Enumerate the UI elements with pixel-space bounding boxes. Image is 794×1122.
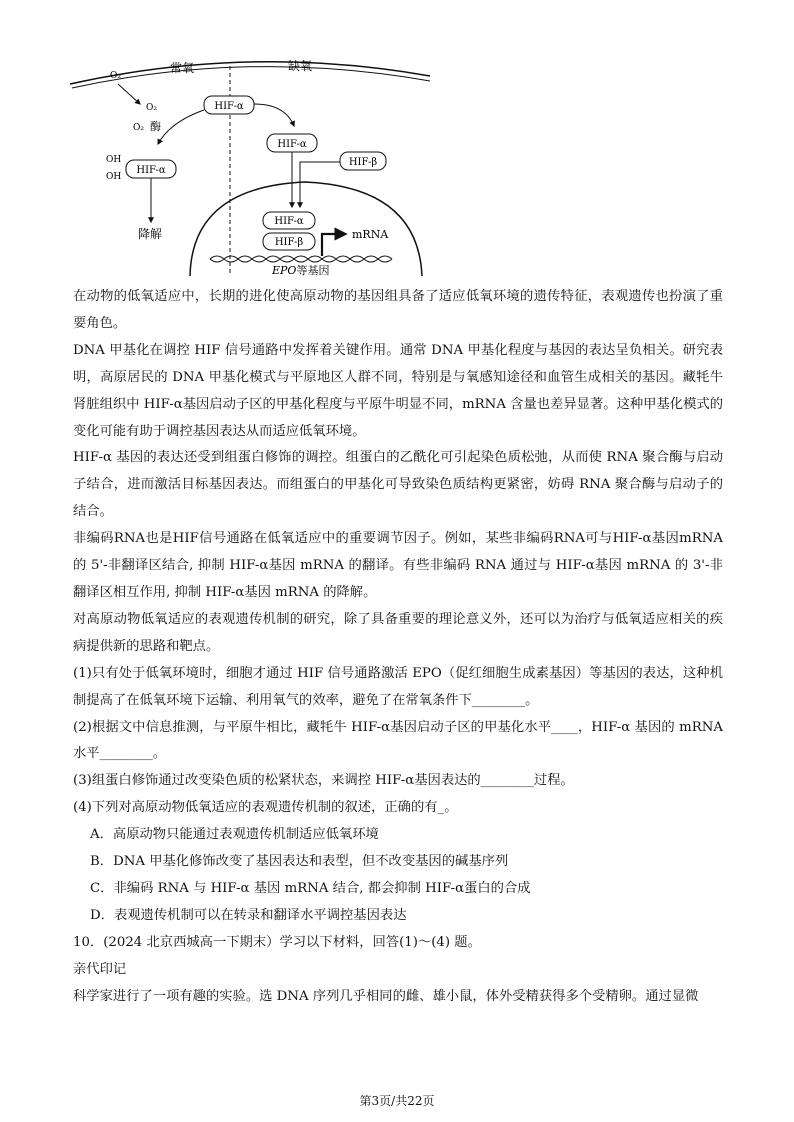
mrna-label: mRNA (352, 228, 389, 241)
o2-label-a: O₂ (110, 71, 121, 81)
paragraph-noncoding-rna: 非编码RNA也是HIF信号通路在低氧适应中的重要调节因子。例如，某些非编码RNA可与HIF-α基因mRNA的 5'-非翻译区结合, 抑制 HIF-α基因 mRNA 的翻译。有些非编码 RNA 通过与 HIF-α基因 mRNA 的 3'-非翻译区相互作用, 抑制 HIF-α基因 mRNA 的降解。 (73, 531, 723, 600)
oh-label-1: OH (106, 155, 122, 165)
hif-beta-right-label: HIF-β (348, 157, 378, 168)
hif-beta-nucleus-label: HIF-β (274, 237, 304, 248)
paragraph-histone: HIF-α 基因的表达还受到组蛋白修饰的调控。组蛋白的乙酰化可引起染色质松弛，从而使 RNA 聚合酶与启动子结合，进而激活目标基因表达。而组蛋白的甲基化可导致染色质结构更紧密，妨碍 RNA 聚合酶与启动子的结合。 (73, 450, 723, 520)
o2-arrow (118, 84, 140, 104)
next-question-header: 10．(2024 北京西城高一下期末）学习以下材料，回答(1)～(4) 题。 (73, 934, 481, 950)
hif-alpha-right-label: HIF-α (277, 139, 307, 150)
paragraph-dna-methylation: DNA 甲基化在调控 HIF 信号通路中发挥着关键作用。通常 DNA 甲基化程度与基因的表达呈负相关。研究表明，高原居民的 DNA 甲基化模式与平原地区人群不同，特别是与氧感知途径和血管生成相关的基因。藏牦牛肾脏组织中 HIF-α基因启动子区的甲基化程度与平原牛明显不同，mRNA 含量也差异显著。这种甲基化模式的变化可能有助于调控基因表达从而适应低氧环境。 (73, 342, 723, 439)
page-footer: 第3页/共22页 (359, 1094, 435, 1108)
enzyme-arrow (158, 110, 204, 144)
option-d: D．表观遗传机制可以在转录和翻译水平调控基因表达 (90, 907, 407, 923)
question-1: (1)只有处于低氧环境时，细胞才通过 HIF 信号通路激活 EPO（促红细胞生成素基因）等基因的表达，这种机制提高了在低氧环境下运输、利用氧气的效率，避免了在常氧条件下________。 (73, 665, 723, 708)
question-3: (3)组蛋白修饰通过改变染色质的松紧状态，来调控 HIF-α基因表达的________过程。 (73, 773, 574, 789)
transcription-arrow (322, 234, 345, 256)
paragraph-intro: 在动物的低氧适应中，长期的进化使高原动物的基因组具备了适应低氧环境的遗传特征，表观遗传也扮演了重要角色。 (73, 289, 723, 331)
gene-label: EPO等基因 (272, 264, 330, 277)
normoxia-label: 常氧 (170, 61, 195, 75)
hif-alpha-top-label: HIF-α (214, 101, 244, 112)
section-title: 亲代印记 (73, 961, 127, 977)
option-c: C．非编码 RNA 与 HIF-α 基因 mRNA 结合, 都会抑制 HIF-α蛋白的合成 (90, 880, 531, 896)
next-paragraph: 科学家进行了一项有趣的实验。选 DNA 序列几乎相同的雌、雄小鼠，体外受精获得多个受精卵。通过显微 (73, 988, 699, 1004)
article-text (73, 284, 723, 1010)
hypoxia-arrow (254, 104, 294, 126)
oh-label-2: OH (106, 172, 122, 182)
hif-alpha-nucleus-label: HIF-α (274, 216, 304, 227)
o2-label-c: O₂ (133, 123, 144, 133)
paragraph-conclusion: 对高原动物低氧适应的表观遗传机制的研究，除了具备重要的理论意义外，还可以为治疗与低氧适应相关的疾病提供新的思路和靶点。 (73, 611, 723, 654)
hif-alpha-oh-label: HIF-α (136, 165, 166, 176)
o2-label-b: O₂ (146, 103, 157, 113)
option-a: A．高原动物只能通过表观遗传机制适应低氧环境 (90, 827, 379, 843)
question-4: (4)下列对高原动物低氧适应的表观遗传机制的叙述，正确的有_。 (73, 800, 458, 816)
hif-pathway-diagram (60, 52, 440, 280)
enzyme-label: 酶 (150, 120, 161, 133)
dna-strand-2 (210, 256, 392, 262)
question-2: (2)根据文中信息推测，与平原牛相比，藏牦牛 HIF-α基因启动子区的甲基化水平____，HIF-α 基因的 mRNA 水平________。 (73, 719, 723, 762)
hypoxia-label: 缺氧 (288, 59, 313, 73)
degradation-label: 降解 (138, 227, 163, 241)
cell-membrane-inner (72, 67, 430, 88)
option-b: B．DNA 甲基化修饰改变了基因表达和表型，但不改变基因的碱基序列 (90, 854, 509, 870)
